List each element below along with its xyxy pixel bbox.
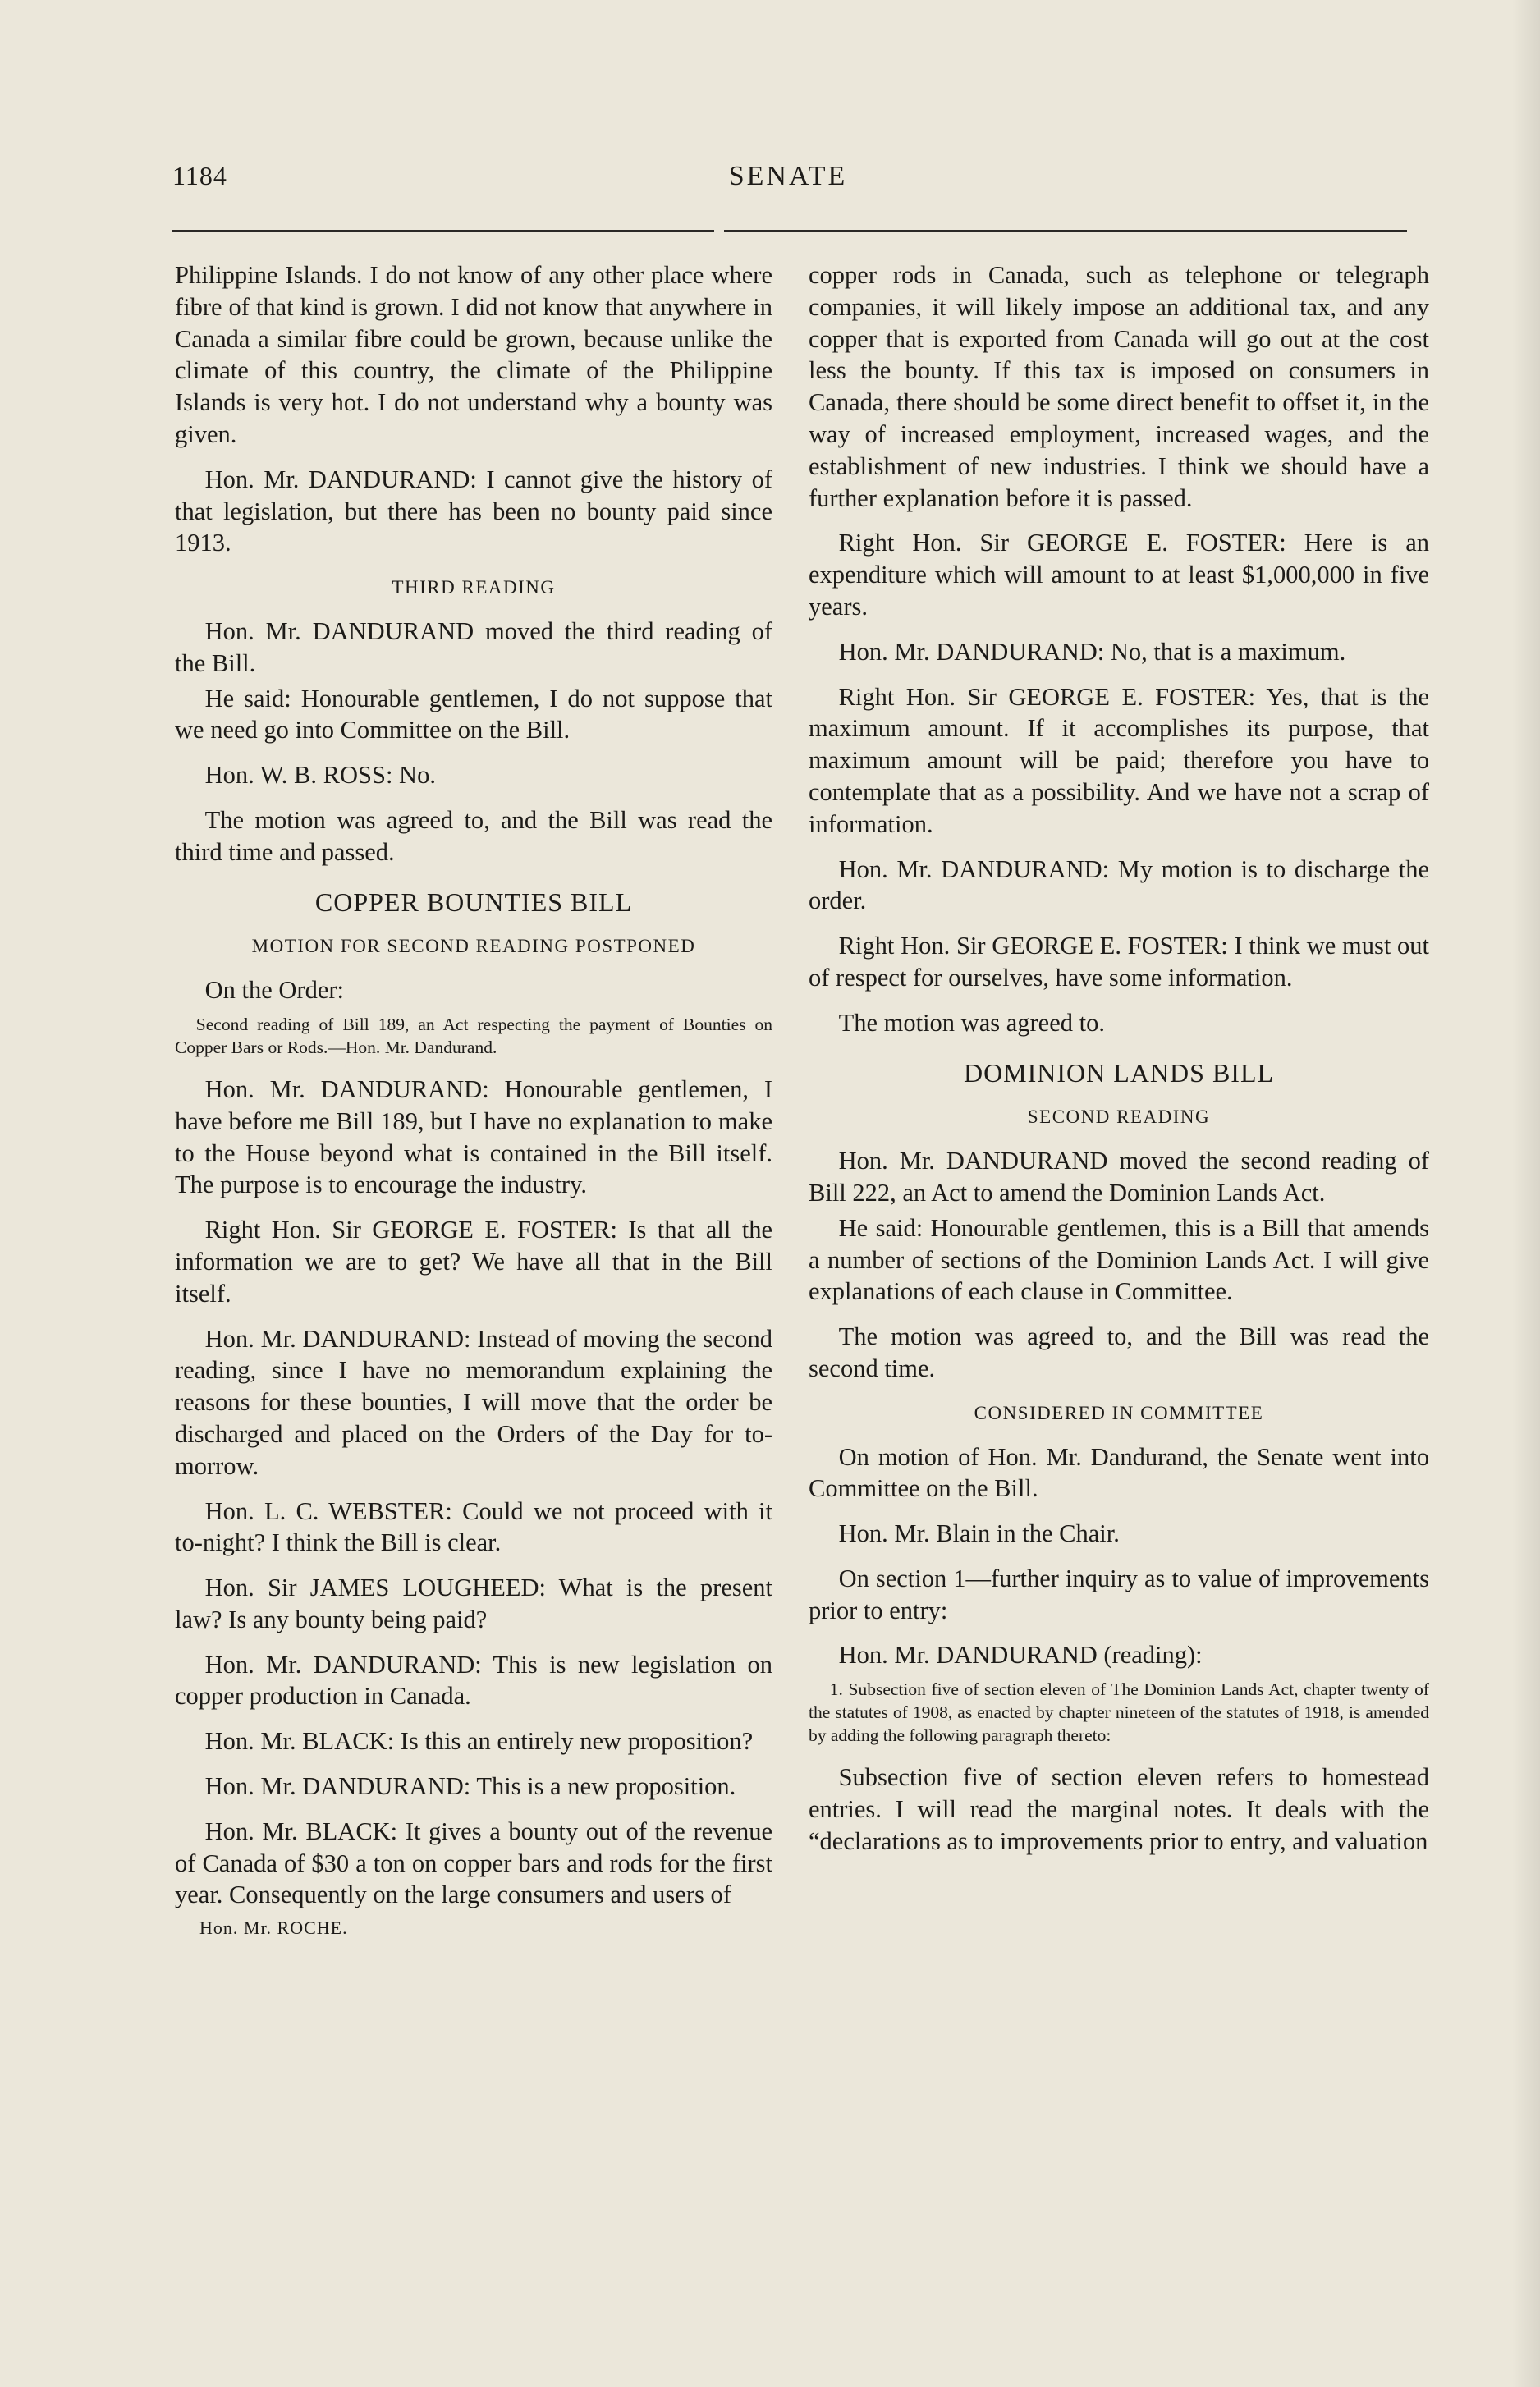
paragraph: The motion was agreed to, and the Bill was read the third time and passed. xyxy=(175,805,772,866)
paragraph: Right Hon. Sir GEORGE E. FOSTER: Is that all the information we are to get? We have all that in the Bill itself. xyxy=(175,1216,772,1308)
paragraph: Hon. Mr. DANDURAND: This is new legislation on copper production in Canada. xyxy=(175,1650,772,1711)
paragraph: Hon. Sir JAMES LOUGHEED: What is the present law? Is any bounty being paid? xyxy=(175,1574,772,1633)
left-column xyxy=(175,259,772,1945)
paragraph: Hon. Mr. DANDURAND moved the second reading of Bill 222, an Act to amend the Dominion Lands Act. xyxy=(809,1147,1429,1207)
header-rule-right xyxy=(724,230,1407,232)
paragraph: Hon. Mr. DANDURAND: Honourable gentlemen, I have before me Bill 189, but I have no explanation to make to the House beyond what is contained in the Bill itself. The purpose is to encourage the industry. xyxy=(175,1074,772,1199)
paragraph: Hon. Mr. BLACK: It gives a bounty out of the revenue of Canada of $30 a ton on copper bars and rods for the first year. Consequently on the large consumers and users of xyxy=(175,1817,772,1909)
paragraph: Right Hon. Sir GEORGE E. FOSTER: I think we must out of respect for ourselves, have some information. xyxy=(809,932,1429,992)
paragraph: On section 1—further inquiry as to value of improvements prior to entry: xyxy=(809,1564,1429,1624)
footer-speaker-note: Hon. Mr. ROCHE. xyxy=(199,1917,348,1939)
order-note: Second reading of Bill 189, an Act respecting the payment of Bounties on Copper Bars or Rods.—Hon. Mr. Dandurand. xyxy=(175,1014,772,1057)
paragraph: He said: Honourable gentlemen, this is a Bill that amends a number of sections of the Dominion Lands Act. I will give explanations of each clause in Committee. xyxy=(809,1213,1429,1306)
paragraph: The motion was agreed to. xyxy=(838,1008,1105,1037)
running-head: SENATE xyxy=(728,161,848,191)
paragraph: Hon. Mr. DANDURAND: I cannot give the history of that legislation, but there has been no bounty paid since 1913. xyxy=(175,465,772,557)
paragraph: Philippine Islands. I do not know of any other place where fibre of that kind is grown. I did not know that anywhere in Canada a similar fibre could be grown, because unlike the climate of this country, the climate of the Philippine Islands is very hot. I do not understand why a bounty was given. xyxy=(175,261,772,448)
page-number: 1184 xyxy=(172,161,227,190)
paragraph: Hon. Mr. DANDURAND moved the third reading of the Bill. xyxy=(175,616,772,677)
paragraph: Hon. W. B. ROSS: No. xyxy=(204,761,436,790)
page-edge-shadow xyxy=(1512,0,1540,2387)
paragraph: On the Order: xyxy=(204,976,344,1005)
page-header xyxy=(172,161,1404,202)
paragraph: Hon. L. C. WEBSTER: Could we not proceed with it to-night? I think the Bill is clear. xyxy=(175,1496,772,1557)
section-title-copper-bounties: COPPER BOUNTIES BILL xyxy=(314,887,633,917)
right-column xyxy=(809,259,1429,1871)
paragraph: The motion was agreed to, and the Bill was read the second time. xyxy=(809,1322,1429,1382)
paragraph: copper rods in Canada, such as telephone or telegraph companies, it will likely impose an additional tax, and any copper that is exported from Canada will go out at the cost less the bounty. If this tax is imposed on consumers in Canada, there should be some direct benefit to offset it, in the way of increased employment, increased wages, and the establishment of new industries. I think we should have a further explanation before it is passed. xyxy=(809,261,1429,512)
subheading-motion-postponed: MOTION FOR SECOND READING POSTPONED xyxy=(251,936,696,957)
paragraph: On motion of Hon. Mr. Dandurand, the Senate went into Committee on the Bill. xyxy=(809,1442,1429,1503)
subheading-third-reading: THIRD READING xyxy=(392,577,556,598)
paragraph: Hon. Mr. DANDURAND: My motion is to discharge the order. xyxy=(809,854,1429,915)
paragraph: Hon. Mr. Blain in the Chair. xyxy=(838,1519,1120,1548)
subheading-committee: CONSIDERED IN COMMITTEE xyxy=(974,1402,1264,1423)
paragraph: Right Hon. Sir GEORGE E. FOSTER: Here is an expenditure which will amount to at least $1,000,000 in five years. xyxy=(809,529,1429,621)
header-rule-left xyxy=(172,230,714,232)
paragraph: Subsection five of section eleven refers to homestead entries. I will read the marginal notes. It deals with the “declarations as to improvements prior to entry, and valuation xyxy=(809,1763,1429,1855)
paragraph: Hon. Mr. DANDURAND: No, that is a maximum. xyxy=(838,637,1346,666)
clause-note: 1. Subsection five of section eleven of The Dominion Lands Act, chapter twenty of the statutes of 1908, as enacted by chapter nineteen of the statutes of 1918, is amended by adding the following paragraph thereto: xyxy=(809,1679,1429,1746)
paragraph: Right Hon. Sir GEORGE E. FOSTER: Yes, that is the maximum amount. If it accomplishes its purpose, that maximum amount will be paid; therefore you have to contemplate that as a possibility. And we have not a scrap of information. xyxy=(809,682,1429,838)
paragraph: Hon. Mr. DANDURAND: Instead of moving the second reading, since I have no memorandum explaining the reasons for these bounties, I will move that the order be discharged and placed on the Orders of the Day for to-morrow. xyxy=(175,1324,772,1480)
paragraph: He said: Honourable gentlemen, I do not suppose that we need go into Committee on the Bill. xyxy=(175,684,772,745)
paragraph: Hon. Mr. BLACK: Is this an entirely new proposition? xyxy=(204,1727,754,1756)
section-title-dominion-lands: DOMINION LANDS BILL xyxy=(963,1057,1275,1088)
subheading-second-reading: SECOND READING xyxy=(1027,1106,1211,1128)
paragraph: Hon. Mr. DANDURAND: This is a new proposition. xyxy=(204,1772,736,1801)
paragraph: Hon. Mr. DANDURAND (reading): xyxy=(838,1641,1203,1670)
